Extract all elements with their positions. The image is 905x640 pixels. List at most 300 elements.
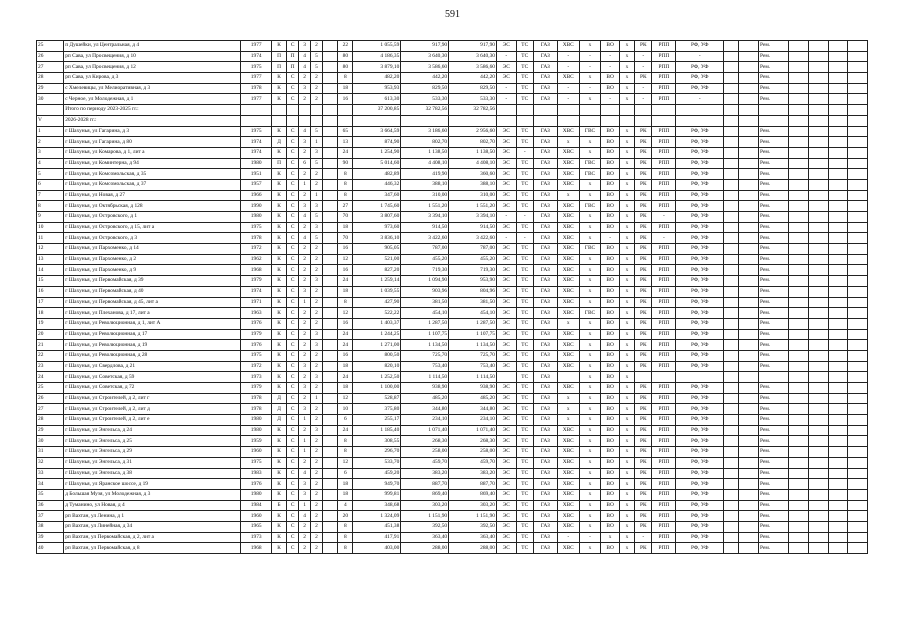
cell-s2: ТС	[516, 447, 533, 458]
cell-s2: ТС	[516, 179, 533, 190]
cell-c: С	[287, 73, 299, 84]
cell-s7: х	[619, 340, 634, 351]
cell-year: 1976	[241, 340, 271, 351]
cell-area-a: 938,90	[401, 383, 449, 394]
cell-blank	[323, 511, 338, 522]
cell-no: 3	[37, 147, 64, 158]
cell-e2	[809, 308, 829, 319]
cell-blank	[323, 361, 338, 372]
cell-s2: -	[516, 233, 533, 244]
cell-s4: ХВС	[557, 126, 579, 137]
cell-blank	[323, 468, 338, 479]
cell-s3: ГАЗ	[533, 521, 557, 532]
cell-s5: х	[579, 73, 601, 84]
cell-s8	[635, 105, 652, 116]
cell-s3: ГАЗ	[533, 190, 557, 201]
cell-e1	[789, 190, 809, 201]
cell-k: К	[271, 190, 286, 201]
cell-s3: ГАЗ	[533, 244, 557, 255]
cell-floors: 2	[299, 372, 311, 383]
cell-s8: РК	[635, 468, 652, 479]
cell-s12	[739, 115, 759, 126]
cell-e2	[809, 41, 829, 52]
cell-s1	[496, 372, 516, 383]
cell-k	[271, 115, 286, 126]
cell-area-a: 258,00	[401, 447, 449, 458]
cell-no: 2	[37, 137, 64, 148]
cell-s4: ХВС	[557, 350, 579, 361]
cell-area-total: 375,80	[353, 404, 401, 415]
cell-s7: х	[619, 350, 634, 361]
cell-e3	[828, 489, 848, 500]
cell-apts: 12	[338, 393, 353, 404]
cell-entrances: 2	[311, 244, 323, 255]
cell-apts: 80	[338, 62, 353, 73]
cell-s5: ГВС	[579, 158, 601, 169]
cell-floors: 3	[299, 83, 311, 94]
cell-year: 1984	[241, 500, 271, 511]
cell-entrances: 2	[311, 383, 323, 394]
cell-area-b: 953,90	[449, 276, 497, 287]
cell-area-total: 1 254,90	[353, 147, 401, 158]
cell-year: 1968	[241, 265, 271, 276]
cell-s13: Рем.	[759, 244, 789, 255]
table-row	[37, 468, 868, 479]
cell-k: Д	[271, 137, 286, 148]
cell-area-a: 392,50	[401, 521, 449, 532]
cell-s12	[739, 179, 759, 190]
cell-e2	[809, 393, 829, 404]
cell-s8: РК	[635, 222, 652, 233]
cell-year: 1978	[241, 233, 271, 244]
cell-area-a: 234,10	[401, 415, 449, 426]
cell-e4	[848, 350, 868, 361]
cell-address: г Шахунья, ул Первомайская, д 40	[64, 286, 241, 297]
cell-s10: РФ, УФ	[676, 265, 724, 276]
cell-e1	[789, 158, 809, 169]
cell-s3: ГАЗ	[533, 479, 557, 490]
cell-no: 30	[37, 436, 64, 447]
cell-s5: х	[579, 350, 601, 361]
cell-year: 1975	[241, 222, 271, 233]
cell-s12	[739, 500, 759, 511]
cell-floors: 2	[299, 244, 311, 255]
cell-area-total: 446,32	[353, 179, 401, 190]
cell-s10: РФ, УФ	[676, 447, 724, 458]
cell-apts: 8	[338, 169, 353, 180]
cell-k: К	[271, 383, 286, 394]
cell-apts: 20	[338, 511, 353, 522]
cell-e3	[828, 169, 848, 180]
cell-s10: РФ, УФ	[676, 233, 724, 244]
cell-e4	[848, 468, 868, 479]
cell-year: 1978	[241, 83, 271, 94]
cell-s7: х	[619, 94, 634, 105]
cell-area-total: 451,38	[353, 521, 401, 532]
cell-s9: РПП	[652, 511, 676, 522]
cell-s5: -	[579, 83, 601, 94]
cell-s4: х	[557, 318, 579, 329]
cell-s2	[516, 105, 533, 116]
cell-s11	[724, 169, 739, 180]
cell-e4	[848, 147, 868, 158]
cell-s1: ЭС	[496, 158, 516, 169]
cell-s3: ГАЗ	[533, 468, 557, 479]
cell-floors: 2	[299, 425, 311, 436]
cell-no: 15	[37, 276, 64, 287]
cell-area-a: 3 640,30	[401, 51, 449, 62]
cell-e4	[848, 276, 868, 287]
cell-e2	[809, 51, 829, 62]
cell-e3	[828, 425, 848, 436]
cell-blank	[323, 383, 338, 394]
cell-s11	[724, 62, 739, 73]
cell-area-total: 1 745,60	[353, 201, 401, 212]
cell-floors: 4	[299, 62, 311, 73]
cell-area-a	[401, 115, 449, 126]
cell-e2	[809, 137, 829, 148]
cell-s2: ТС	[516, 137, 533, 148]
cell-area-b: 268,30	[449, 436, 497, 447]
cell-entrances: 3	[311, 329, 323, 340]
cell-s5: х	[579, 254, 601, 265]
cell-s13: Рем.	[759, 404, 789, 415]
cell-area-b: 344,80	[449, 404, 497, 415]
cell-s13: Рем.	[759, 489, 789, 500]
cell-k	[271, 105, 286, 116]
cell-s1: -	[496, 233, 516, 244]
cell-area-total	[353, 115, 401, 126]
table-row	[37, 361, 868, 372]
cell-blank	[323, 329, 338, 340]
cell-e4	[848, 415, 868, 426]
cell-s4: ХВС	[557, 340, 579, 351]
cell-s13: Рем.	[759, 436, 789, 447]
cell-year: 1983	[241, 468, 271, 479]
cell-s3: ГАЗ	[533, 447, 557, 458]
cell-s9: РПП	[652, 532, 676, 543]
cell-floors: 2	[299, 308, 311, 319]
cell-area-a: 419,90	[401, 169, 449, 180]
cell-s6: ВО	[601, 468, 619, 479]
cell-year: 1971	[241, 297, 271, 308]
cell-floors: 2	[299, 521, 311, 532]
cell-e3	[828, 179, 848, 190]
cell-s5	[579, 105, 601, 116]
cell-s5: х	[579, 212, 601, 223]
cell-s12	[739, 436, 759, 447]
cell-e3	[828, 83, 848, 94]
cell-area-b: 1 107,75	[449, 329, 497, 340]
cell-s1: ЭС	[496, 457, 516, 468]
page-number: 591	[445, 9, 460, 20]
cell-entrances: 5	[311, 126, 323, 137]
cell-s3: ГАЗ	[533, 51, 557, 62]
cell-entrances: 3	[311, 372, 323, 383]
cell-address: г Шахунья, ул Революционная, д 17	[64, 329, 241, 340]
cell-k: К	[271, 297, 286, 308]
cell-address: рп Сава, ул Кирова, д 3	[64, 73, 241, 84]
cell-address: г Шахунья, ул Коминтерна, д 94	[64, 158, 241, 169]
cell-s6: ВО	[601, 41, 619, 52]
cell-s12	[739, 329, 759, 340]
cell-s6: ВО	[601, 340, 619, 351]
cell-s7: х	[619, 511, 634, 522]
cell-s10: РФ, УФ	[676, 425, 724, 436]
cell-area-a: 383,20	[401, 468, 449, 479]
cell-k: К	[271, 447, 286, 458]
cell-s6: ВО	[601, 212, 619, 223]
cell-e1	[789, 457, 809, 468]
cell-area-total: 827,20	[353, 265, 401, 276]
cell-e2	[809, 479, 829, 490]
cell-s11	[724, 350, 739, 361]
cell-e3	[828, 73, 848, 84]
cell-s8: РК	[635, 318, 652, 329]
table-row	[37, 329, 868, 340]
cell-no: 13	[37, 254, 64, 265]
cell-area-total: 1 055,59	[353, 41, 401, 52]
cell-s8: -	[635, 532, 652, 543]
cell-area-b: 3 394,10	[449, 212, 497, 223]
cell-no: 33	[37, 468, 64, 479]
cell-s7: х	[619, 212, 634, 223]
cell-s6: ВО	[601, 297, 619, 308]
cell-e1	[789, 244, 809, 255]
cell-s11	[724, 340, 739, 351]
cell-s10: РФ, УФ	[676, 383, 724, 394]
cell-e3	[828, 115, 848, 126]
cell-address: г Шахунья, ул Островского, д 1	[64, 212, 241, 223]
cell-floors: 3	[299, 201, 311, 212]
cell-e2	[809, 543, 829, 554]
cell-apts: 16	[338, 244, 353, 255]
cell-apts	[338, 105, 353, 116]
cell-s12	[739, 393, 759, 404]
cell-s6	[601, 115, 619, 126]
cell-s3: ГАЗ	[533, 94, 557, 105]
cell-k: К	[271, 254, 286, 265]
cell-s6	[601, 105, 619, 116]
cell-e1	[789, 532, 809, 543]
cell-e2	[809, 158, 829, 169]
cell-s7: х	[619, 179, 634, 190]
cell-s12	[739, 158, 759, 169]
cell-year: 1980	[241, 489, 271, 500]
cell-area-b: 360,60	[449, 169, 497, 180]
cell-s5: -	[579, 532, 601, 543]
cell-s5: х	[579, 179, 601, 190]
cell-c: С	[287, 425, 299, 436]
cell-no: 29	[37, 83, 64, 94]
cell-area-b: 938,90	[449, 383, 497, 394]
cell-s3: ГАЗ	[533, 179, 557, 190]
cell-s12	[739, 222, 759, 233]
cell-area-b: 1 138,50	[449, 147, 497, 158]
cell-address: г Шахунья, ул Октябрьская, д 128	[64, 201, 241, 212]
cell-s9: РПП	[652, 222, 676, 233]
cell-s10: РФ, УФ	[676, 137, 724, 148]
cell-blank	[323, 244, 338, 255]
cell-blank	[323, 147, 338, 158]
cell-s2: ТС	[516, 425, 533, 436]
cell-s9: РПП	[652, 147, 676, 158]
cell-area-total: 482,20	[353, 73, 401, 84]
cell-area-a: 268,30	[401, 436, 449, 447]
cell-s12	[739, 340, 759, 351]
cell-s13: Рем.	[759, 521, 789, 532]
cell-s10: РФ, УФ	[676, 147, 724, 158]
table-row	[37, 489, 868, 500]
cell-s7: х	[619, 126, 634, 137]
cell-no: 39	[37, 532, 64, 543]
cell-e1	[789, 383, 809, 394]
cell-blank	[323, 425, 338, 436]
cell-s3: ГАЗ	[533, 543, 557, 554]
cell-no: 26	[37, 51, 64, 62]
cell-s2: ТС	[516, 393, 533, 404]
cell-s3: ГАЗ	[533, 222, 557, 233]
cell-s10: РФ, УФ	[676, 190, 724, 201]
cell-e4	[848, 393, 868, 404]
cell-area-b: 258,00	[449, 447, 497, 458]
cell-s11	[724, 500, 739, 511]
cell-e4	[848, 51, 868, 62]
cell-s5: х	[579, 222, 601, 233]
cell-e1	[789, 393, 809, 404]
cell-s9: РПП	[652, 436, 676, 447]
cell-s6: -	[601, 94, 619, 105]
cell-e1	[789, 201, 809, 212]
cell-s11	[724, 415, 739, 426]
cell-blank	[323, 393, 338, 404]
cell-s2: ТС	[516, 126, 533, 137]
table-body	[37, 41, 868, 554]
cell-s12	[739, 276, 759, 287]
cell-e4	[848, 62, 868, 73]
cell-s3: ГАЗ	[533, 62, 557, 73]
cell-address: г Шахунья, ул Энгельса, д 29	[64, 447, 241, 458]
cell-e1	[789, 329, 809, 340]
cell-s4: х	[557, 393, 579, 404]
cell-s3: ГАЗ	[533, 276, 557, 287]
cell-area-a: 1 094,90	[401, 276, 449, 287]
cell-floors	[299, 105, 311, 116]
cell-k: К	[271, 244, 286, 255]
cell-s12	[739, 521, 759, 532]
cell-s10: РФ, УФ	[676, 126, 724, 137]
total-row	[37, 105, 868, 116]
table-row	[37, 190, 868, 201]
cell-e1	[789, 115, 809, 126]
cell-e4	[848, 169, 868, 180]
cell-s3: ГАЗ	[533, 126, 557, 137]
cell-s2: ТС	[516, 190, 533, 201]
cell-c: С	[287, 297, 299, 308]
cell-e4	[848, 126, 868, 137]
cell-s5: х	[579, 489, 601, 500]
cell-e2	[809, 383, 829, 394]
cell-s7: х	[619, 222, 634, 233]
housing-register-table	[36, 40, 868, 554]
cell-s3: ГАЗ	[533, 457, 557, 468]
cell-s13: Рем.	[759, 425, 789, 436]
cell-s12	[739, 297, 759, 308]
cell-area-a: 454,10	[401, 308, 449, 319]
cell-s2: ТС	[516, 404, 533, 415]
cell-e3	[828, 436, 848, 447]
cell-s10: РФ, УФ	[676, 457, 724, 468]
cell-s5: х	[579, 94, 601, 105]
cell-s8: -	[635, 62, 652, 73]
cell-floors: 2	[299, 532, 311, 543]
cell-c: С	[287, 212, 299, 223]
cell-s13: Рем.	[759, 511, 789, 522]
cell-no: 31	[37, 447, 64, 458]
cell-s8: РК	[635, 383, 652, 394]
cell-e1	[789, 62, 809, 73]
cell-year: 1980	[241, 212, 271, 223]
cell-k: К	[271, 521, 286, 532]
cell-floors: 2	[299, 457, 311, 468]
cell-s1: ЭС	[496, 254, 516, 265]
cell-entrances: 2	[311, 318, 323, 329]
cell-s9: РПП	[652, 425, 676, 436]
cell-s6: ВО	[601, 286, 619, 297]
cell-floors: 1	[299, 436, 311, 447]
cell-s1: ЭС	[496, 62, 516, 73]
cell-s5: х	[579, 479, 601, 490]
cell-c: С	[287, 383, 299, 394]
cell-s7: х	[619, 500, 634, 511]
cell-s8: РК	[635, 511, 652, 522]
cell-e1	[789, 265, 809, 276]
cell-s4: ХВС	[557, 521, 579, 532]
cell-entrances: 2	[311, 254, 323, 265]
cell-e1	[789, 105, 809, 116]
cell-area-a: 4 408,10	[401, 158, 449, 169]
cell-e4	[848, 212, 868, 223]
cell-c: С	[287, 447, 299, 458]
cell-s9: РПП	[652, 297, 676, 308]
cell-area-total: 533,70	[353, 457, 401, 468]
cell-entrances: 3	[311, 425, 323, 436]
cell-s13: Рем.	[759, 393, 789, 404]
cell-s11	[724, 158, 739, 169]
table-row	[37, 543, 868, 554]
cell-floors: 3	[299, 137, 311, 148]
cell-e2	[809, 115, 829, 126]
cell-s6: ВО	[601, 265, 619, 276]
cell-s5: ГВС	[579, 308, 601, 319]
cell-k: Б	[271, 500, 286, 511]
cell-no: 25	[37, 383, 64, 394]
cell-e2	[809, 425, 829, 436]
cell-s10: РФ, УФ	[676, 222, 724, 233]
cell-k: К	[271, 479, 286, 490]
cell-s7: х	[619, 425, 634, 436]
cell-s4: ХВС	[557, 179, 579, 190]
cell-s1: ЭС	[496, 543, 516, 554]
cell-s5: ГВС	[579, 201, 601, 212]
cell-area-a: 753,40	[401, 361, 449, 372]
cell-c: С	[287, 340, 299, 351]
cell-s6: ВО	[601, 479, 619, 490]
cell-blank	[323, 308, 338, 319]
cell-s3: ГАЗ	[533, 286, 557, 297]
cell-s8: РК	[635, 489, 652, 500]
cell-e4	[848, 489, 868, 500]
